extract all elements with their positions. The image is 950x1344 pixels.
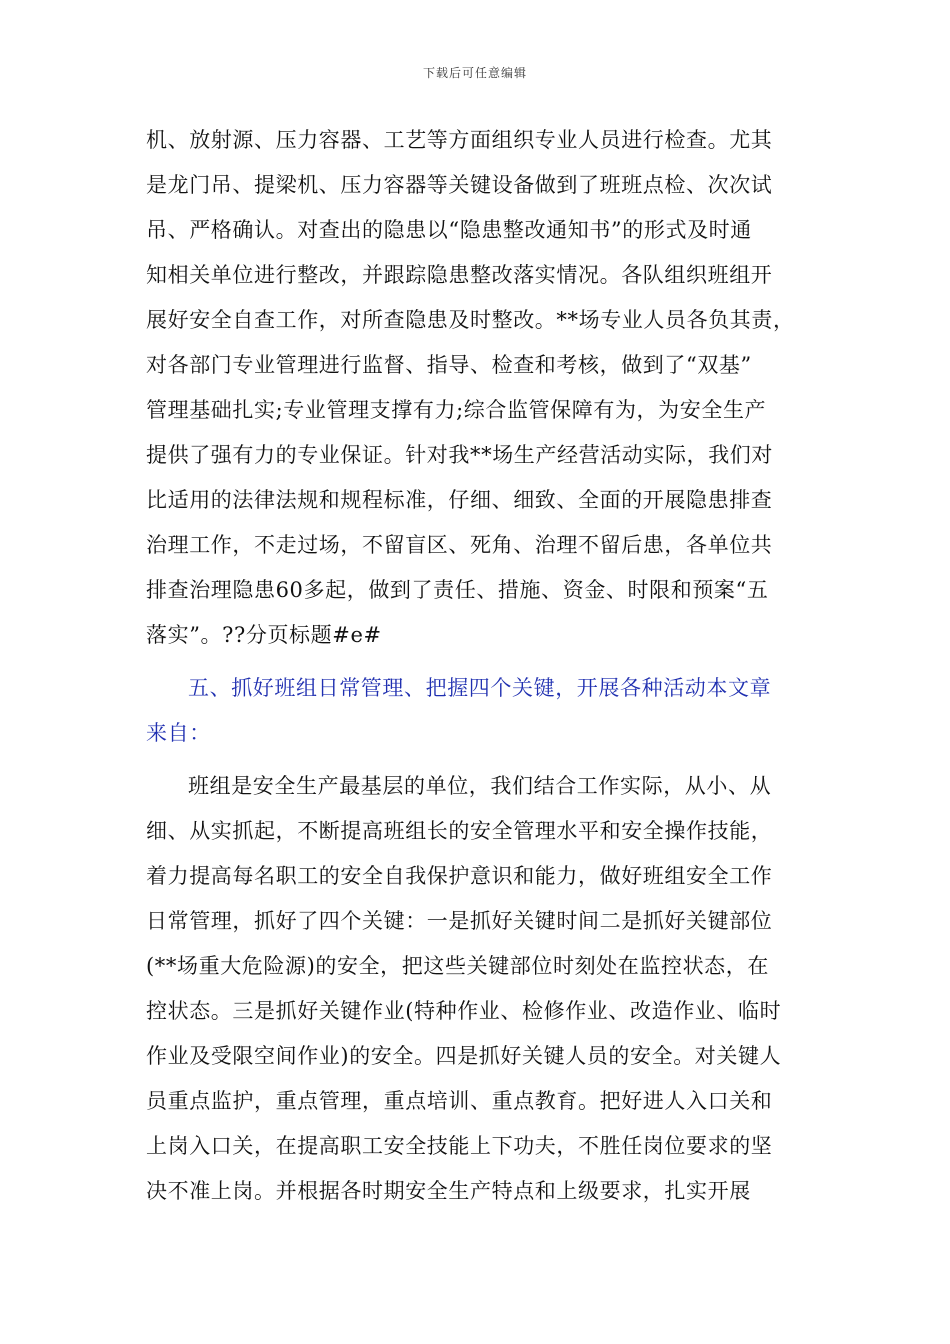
text-line: 班组是安全生产最基层的单位，我们结合工作实际，从小、从 xyxy=(188,774,772,798)
text-line: 知相关单位进行整改，并跟踪隐患整改落实情况。各队组织班组开 xyxy=(146,263,773,287)
text-line: 比适用的法律法规和规程标准，仔细、细致、全面的开展隐患排查 xyxy=(146,488,773,512)
text-line: (**场重大危险源)的安全，把这些关键部位时刻处在监控状态，在 xyxy=(146,954,769,978)
text-line: 提供了强有力的专业保证。针对我**场生产经营活动实际，我们对 xyxy=(146,443,773,467)
text-line: 管理基础扎实;专业管理支撑有力;综合监管保障有为，为安全生产 xyxy=(146,398,767,422)
paragraph-inspection xyxy=(146,118,816,658)
text-line: 着力提高每名职工的安全自我保护意识和能力，做好班组安全工作 xyxy=(146,864,773,888)
document-body xyxy=(146,118,816,1214)
heading-line: 来自： xyxy=(146,721,211,745)
text-line: 吊、严格确认。对查出的隐患以“隐患整改通知书”的形式及时通 xyxy=(146,218,752,242)
text-line: 对各部门专业管理进行监督、指导、检查和考核，做到了“双基” xyxy=(146,353,752,377)
text-line: 机、放射源、压力容器、工艺等方面组织专业人员进行检查。尤其 xyxy=(146,128,773,152)
text-line: 落实”。??分页标题#e# xyxy=(146,623,382,647)
text-line: 员重点监护，重点管理，重点培训、重点教育。把好进人入口关和 xyxy=(146,1089,773,1113)
text-line: 是龙门吊、提梁机、压力容器等关键设备做到了班班点检、次次试 xyxy=(146,173,773,197)
text-line: 上岗入口关，在提高职工安全技能上下功夫，不胜任岗位要求的坚 xyxy=(146,1134,773,1158)
heading-line: 五、抓好班组日常管理、把握四个关键，开展各种活动本文章 xyxy=(188,676,772,700)
text-line: 排查治理隐患60多起，做到了责任、措施、资金、时限和预案“五 xyxy=(146,578,769,602)
text-line: 治理工作，不走过场，不留盲区、死角、治理不留后患，各单位共 xyxy=(146,533,773,557)
text-line: 作业及受限空间作业)的安全。四是抓好关键人员的安全。对关键人 xyxy=(146,1044,782,1068)
text-line: 控状态。三是抓好关键作业(特种作业、检修作业、改造作业、临时 xyxy=(146,999,782,1023)
page-header: 下载后可任意编辑 xyxy=(422,66,527,80)
text-line: 日常管理，抓好了四个关键：一是抓好关键时间二是抓好关键部位 xyxy=(146,909,773,933)
paragraph-team-management xyxy=(146,764,816,1214)
text-line: 展好安全自查工作，对所查隐患及时整改。**场专业人员各负其责， xyxy=(146,308,795,332)
text-line: 决不准上岗。并根据各时期安全生产特点和上级要求，扎实开展 xyxy=(146,1179,751,1203)
text-line: 细、从实抓起，不断提高班组长的安全管理水平和安全操作技能， xyxy=(146,819,773,843)
section-heading-5 xyxy=(146,666,816,756)
